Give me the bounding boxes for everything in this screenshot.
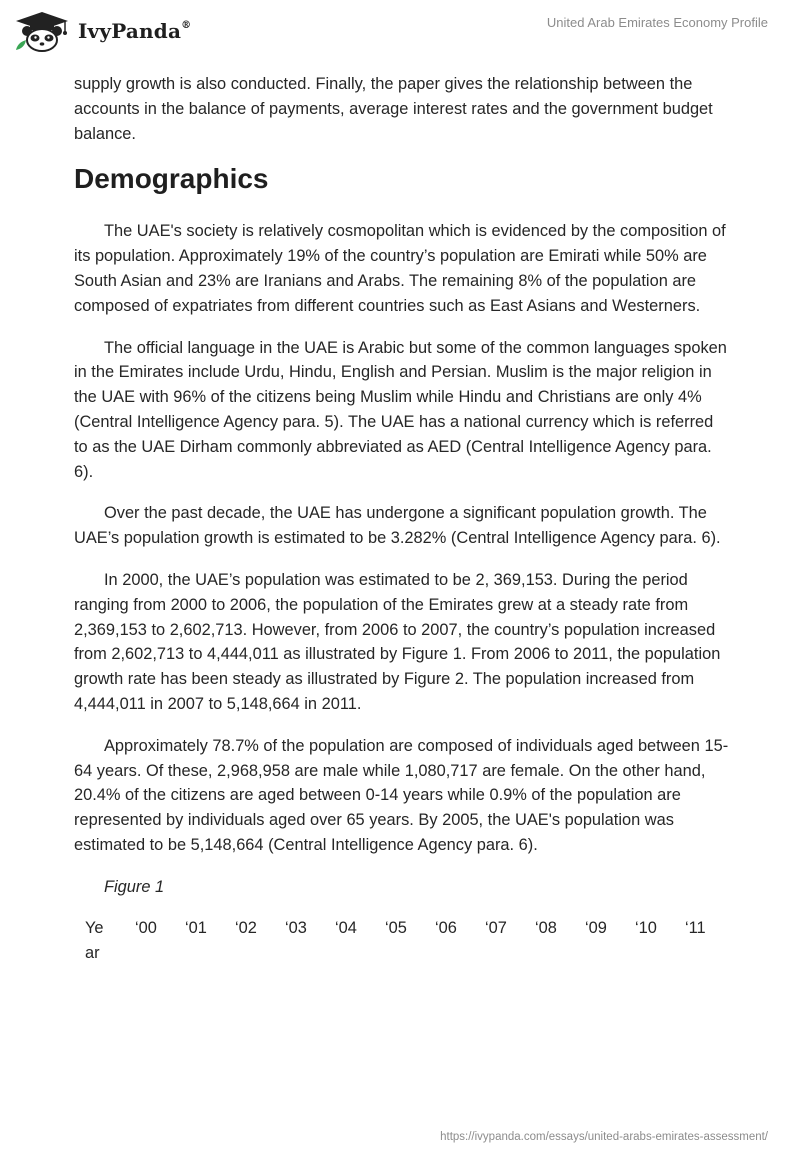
table-cell-year: ‘03 <box>285 918 307 937</box>
ivypanda-logo[interactable] <box>12 10 76 52</box>
table-cell-year: ‘08 <box>535 918 557 937</box>
table-cell-year: ‘04 <box>335 918 357 937</box>
brand-text: IvyPanda <box>78 19 182 43</box>
section-heading: Demographics <box>74 163 269 195</box>
source-url[interactable]: https://ivypanda.com/essays/united-arabs-emirates-assessment/ <box>440 1131 768 1143</box>
document-title: United Arab Emirates Economy Profile <box>546 15 768 30</box>
figure-caption: Figure 1 <box>104 877 165 896</box>
table-cell-year: ‘07 <box>485 918 507 937</box>
table-cell-year: ‘02 <box>235 918 257 937</box>
table-cell-year: ‘09 <box>585 918 607 937</box>
paragraph-age-structure: Approximately 78.7% of the population are composed of individuals aged between 15-64 years. Of these, 2,968,958 are male while 1,080,717 are female. On the other hand, 20.4% of the citizens are aged between 0-14 years while 0.9% of the population are represented by individuals aged over 65 years. By 2005, the UAE's population was estimated to be 5,148,664 (Central Intelligence Agency para. 6). <box>74 736 729 854</box>
brand-name[interactable] <box>78 19 191 43</box>
paragraph-population-history: In 2000, the UAE’s population was estimated to be 2, 369,153. During the period ranging from 2000 to 2006, the population of the Emirates grew at a steady rate from 2,369,153 to 2,602,713. However, from 2006 to 2007, the country’s population increased from 2,602,713 to 4,444,011 as illustrated by Figure 1. From 2006 to 2011, the population growth rate has been steady as illustrated by Figure 2. The population increased from 4,444,011 in 2007 to 5,148,664 in 2011. <box>74 570 721 713</box>
registered-mark: ® <box>181 20 192 32</box>
paragraph-composition: The UAE's society is relatively cosmopolitan which is evidenced by the composition of its population. Approximately 19% of the country’s population are Emirati while 50% are South Asian and 23% are Iranians and Arabs. The remaining 8% of the population are composed of expatriates from different countries such as East Asians and Westerners. <box>74 222 726 315</box>
page-header <box>0 0 800 70</box>
table-cell-year: ‘01 <box>185 918 207 937</box>
population-table <box>74 916 729 976</box>
table-cell-year: ‘05 <box>385 918 407 937</box>
paragraph-language: The official language in the UAE is Arabic but some of the common languages spoken in the Emirates include Urdu, Hindu, English and Persian. Muslim is the major religion in the UAE with 96% of the citizens being Muslim while Hindu and Christians are only 4% (Central Intelligence Agency para. 5). The UAE has a national currency which is referred to as the UAE Dirham commonly abbreviated as AED (Central Intelligence Agency para. 6). <box>74 338 727 481</box>
intro-paragraph-tail: supply growth is also conducted. Finally, the paper gives the relationship between the accounts in the balance of payments, average interest rates and the government budget balance. <box>74 75 713 143</box>
table-cell-year: ‘10 <box>635 918 657 937</box>
paragraph-growth: Over the past decade, the UAE has undergone a significant population growth. The UAE’s population growth is estimated to be 3.282% (Central Intelligence Agency para. 6). <box>74 504 721 548</box>
table-cell-year: ‘00 <box>135 918 157 937</box>
panda-graduate-icon <box>12 10 76 52</box>
table-header-year: Year <box>85 918 104 962</box>
essay-content <box>74 72 729 976</box>
table-cell-year: ‘11 <box>685 918 706 937</box>
table-cell-year: ‘06 <box>435 918 457 937</box>
